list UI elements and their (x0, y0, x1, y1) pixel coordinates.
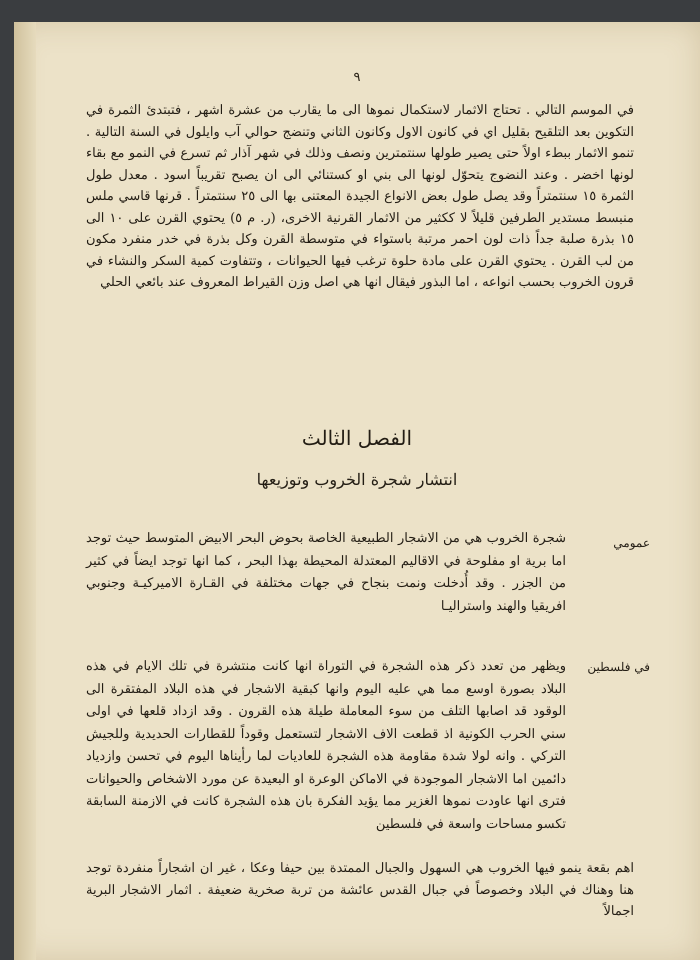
page-number: ٩ (353, 70, 361, 85)
chapter-title: الفصل الثالث (301, 426, 413, 450)
paragraph-general-distribution: شجرة الخروب هي من الاشجار الطبيعية الخاصة بحوض البحر الابيض المتوسط حيث توجد اما برية او مفلوحة في الاقاليم المعتدلة المحيطة بهذا البحر ، كما انها توجد ايضاً في كثير من الجزر . وقد أُدخلت ونمت بنجاح في جهات مختلفة في القـارة الاميركيـة وجنوبي افريقيا والهند واستراليـا (86, 531, 566, 614)
paragraph-palestine: ويظهر من تعدد ذكر هذه الشجرة في التوراة انها كانت منتشرة في تلك الايام في هذه البلاد بصورة اوسع مما هي عليه اليوم وانها كبقية الاشجار في هذه البلاد المفتقرة الى الوقود قد اصابها التلف من سوء المعاملة طيلة هذه القرون . وقد ازداد قلعها في اولى سني الحرب الكونية اذ قطعت الاف الاشجار لتستعمل وقوداً للقطارات الحديدية وللجيش التركي . وانه لولا شدة مقاومة هذه الشجرة للعاديات لما رأيناها اليوم في تحسن وازدياد دائمين اما الاشجار الموجودة في الاماكن الوعرة او البعيدة عن مورد الاشخاص والحيوانات فترى انها عاودت نموها الغزير مما يؤيد الفكرة بان هذه الشجرة كانت في الازمنة السابقة تكسو مساحات واسعة في فلسطين (86, 659, 566, 832)
margin-note-palestine: في فلسطين (587, 660, 650, 674)
page-binding-edge (14, 22, 36, 960)
paragraph-fruit-growth: في الموسم التالي . تحتاج الاثمار لاستكمال نموها الى ما يقارب من عشرة اشهر ، فتبتدئ الثمرة في التكوين بعد التلقيح بقليل اي في كانون الاول وكانون الثاني وتنضج حوالي آب وايلول في السنة التالية . تنمو الاثمار ببطء اولاً حتى يصير طولها سنتمترين ونصف وذلك في شهر آذار ثم تسرع في النمو مع بقاء لونها اخضر . وعند النضوج يتحوّل لونها الى بني او كستنائي الى ان يصبح تقريباً اسود . معدل طول الثمرة ١٥ سنتمتراً وقد يصل طول بعض الانواع الجيدة المعتنى بها الى ٢٥ سنتمتراً . قرنها قاسي ملس منبسط مستدير الطرفين قليلاً لا ككثير من الاثمار القرنية الاخرى، (ر. م ٥) يحتوي القرن على ١٠ الى ١٥ بذرة صلبة جداً ذات لون احمر مرتبة باستواء في متوسطة القرن وكل بذرة في خدر منفرد مكون من لب القرن . يحتوي القرن على مادة حلوة ترغب فيها الحيوانات ، وتتفاوت كمية السكر والنشاء في قرون الخروب بحسب انواعه ، اما البذور فيقال انها هي اصل وزن القيراط المعروف عند بائعي الحلي (86, 103, 634, 290)
chapter-subtitle: انتشار شجرة الخروب وتوزيعها (256, 470, 458, 489)
paragraph-main-regions: اهم بقعة ينمو فيها الخروب هي السهول والجبال الممتدة بين حيفا وعكا ، غير ان اشجاراً منفردة توجد هنا وهناك في البلاد وخصوصاً في جبال القدس عائشة من تربة صخرية ضعيفة . اثمار الاشجار البرية اجمالاً (86, 861, 634, 919)
book-page (14, 22, 700, 960)
margin-note-general: عمومي (613, 536, 650, 550)
